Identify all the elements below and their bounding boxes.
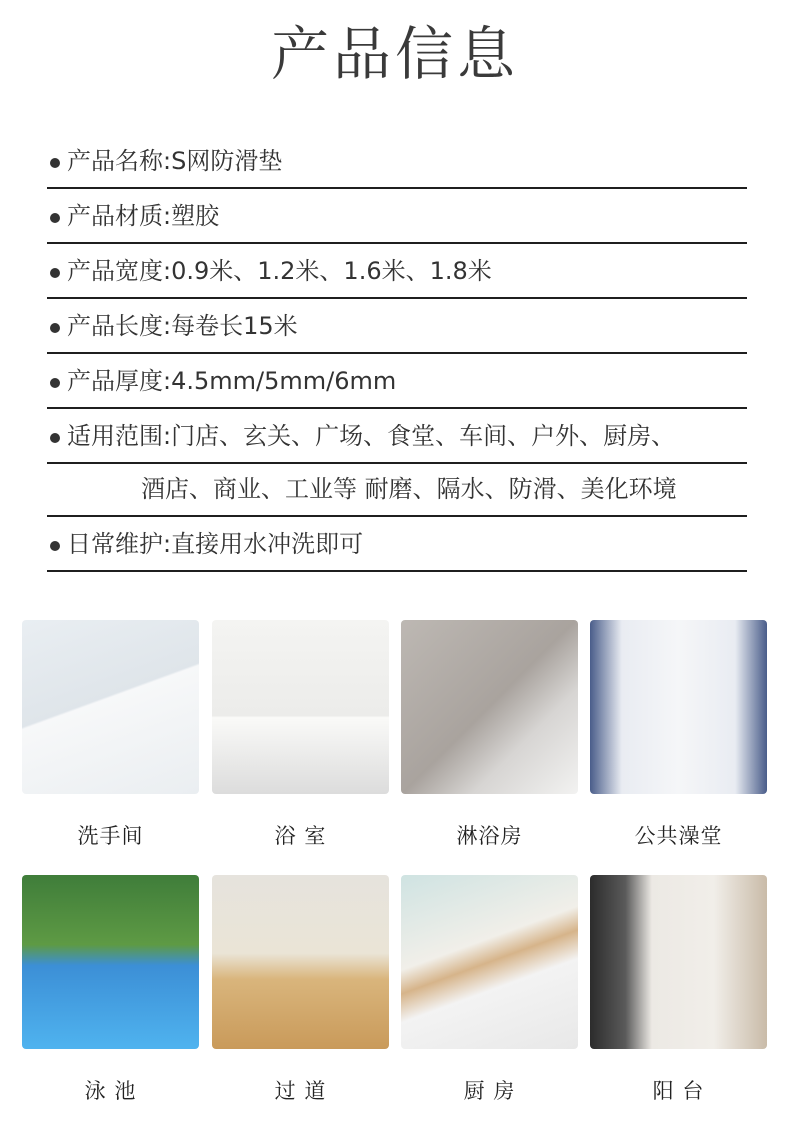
bullet-icon [50, 158, 60, 168]
scene-caption: 泳 池 [84, 1079, 137, 1103]
bullet-icon [50, 268, 60, 278]
scene-caption: 淋浴房 [456, 824, 523, 848]
spec-text: 适用范围:门店、玄关、广场、食堂、车间、户外、厨房、 [47, 421, 747, 464]
spec-row-material [47, 189, 747, 244]
scene-caption: 洗手间 [77, 824, 144, 848]
scene-card-restroom [22, 620, 199, 850]
scene-card-bathroom [212, 620, 389, 850]
spec-text: 产品宽度:0.9米、1.2米、1.6米、1.8米 [67, 257, 492, 285]
bullet-icon [50, 378, 60, 388]
scene-card-pool [22, 875, 199, 1105]
scene-caption: 过 道 [274, 1079, 327, 1103]
scene-card-shower [401, 620, 578, 850]
scene-caption: 公共澡堂 [634, 824, 723, 848]
spec-row-width [47, 244, 747, 299]
scene-card-hallway [212, 875, 389, 1105]
spec-text-continued: 酒店、商业、工业等 耐磨、隔水、防滑、美化环境 [141, 475, 677, 503]
page-title: 产品信息 [270, 20, 519, 88]
scene-caption: 阳 台 [652, 1079, 705, 1103]
spec-row-thickness [47, 354, 747, 409]
scene-card-public-bath [590, 620, 767, 850]
scene-card-balcony [590, 875, 767, 1105]
balcony-photo [590, 875, 767, 1049]
spec-text: 产品名称:S网防滑垫 [67, 147, 283, 175]
spec-row-maintenance [47, 517, 747, 572]
bullet-icon [50, 433, 60, 443]
kitchen-photo [401, 875, 578, 1049]
shower-photo [401, 620, 578, 794]
spec-text: 产品长度:每卷长15米 [67, 312, 298, 340]
spec-text: 产品厚度:4.5mm/5mm/6mm [67, 367, 397, 395]
scene-caption: 厨 房 [463, 1079, 516, 1103]
bullet-icon [50, 323, 60, 333]
spec-row-length [47, 299, 747, 354]
sink-photo [22, 620, 199, 794]
scene-caption: 浴 室 [274, 824, 327, 848]
pool-photo [22, 875, 199, 1049]
scene-card-kitchen [401, 875, 578, 1105]
bullet-icon [50, 541, 60, 551]
bathroom-photo [212, 620, 389, 794]
bullet-icon [50, 213, 60, 223]
public-bath-photo [590, 620, 767, 794]
spec-text: 产品材质:塑胶 [67, 202, 220, 230]
spec-text: 日常维护:直接用水冲洗即可 [67, 530, 364, 558]
hallway-photo [212, 875, 389, 1049]
spec-list [47, 134, 747, 572]
spec-row-name [47, 134, 747, 189]
spec-row-usage [47, 409, 747, 517]
